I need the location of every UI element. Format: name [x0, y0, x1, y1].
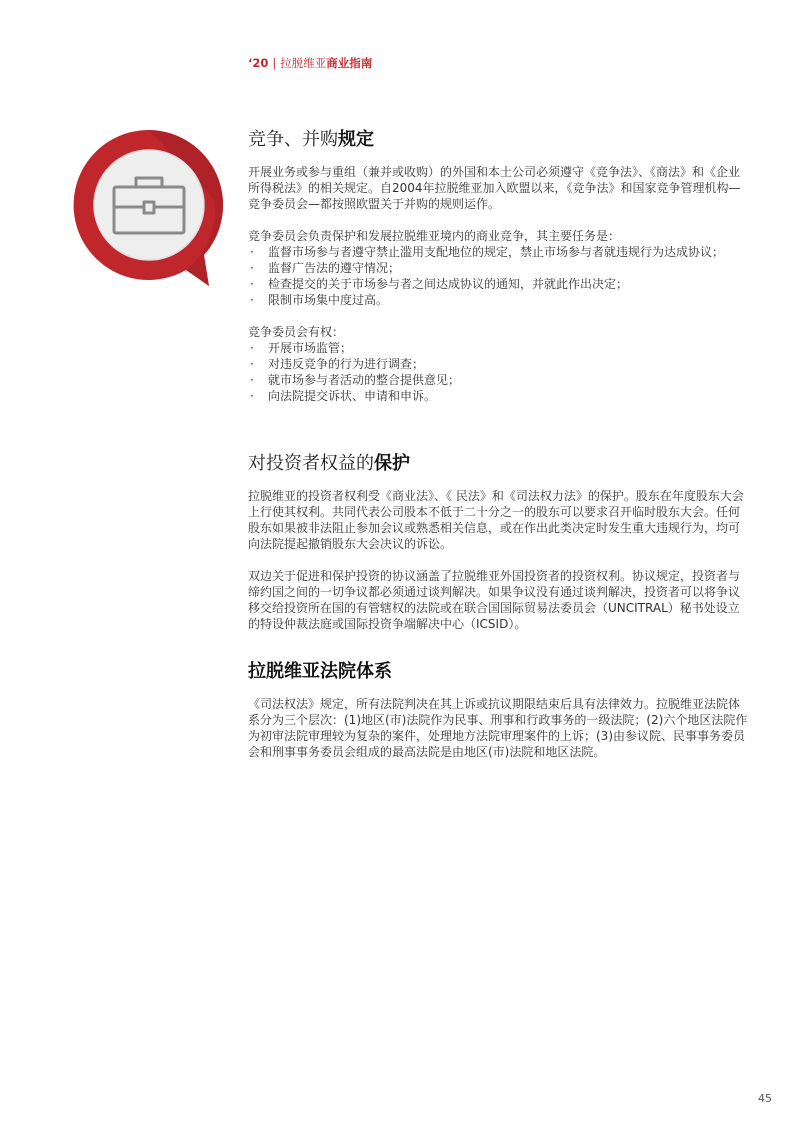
section-court-system	[248, 660, 748, 760]
list-item: · 对违反竞争的行为进行调查；	[250, 357, 425, 371]
section-title-competition: 竞争、并购规定	[248, 129, 374, 150]
list-item: · 监督市场参与者遵守禁止滥用支配地位的规定，禁止市场参与者就违规行为达成协议；	[250, 245, 725, 259]
header-guide: 商业指南	[326, 56, 373, 70]
page-number: 45	[758, 1092, 772, 1105]
investor-rights-paragraph: 拉脱维亚的投资者权利受《商业法》、《 民法》和《司法权力法》的保护。股东在年度股东大会上行使其权利。共同代表公司股本不低于二十分之一的股东可以要求召开临时股东大会。任何股东如果被非法阻止参加会议或熟悉相关信息，或在作出此类决定时发生重大违规行为，均可向法院提起撤销股东大会决议的诉讼。	[248, 489, 744, 551]
competition-powers-intro: 竞争委员会有权：	[248, 325, 345, 339]
list-item: · 限制市场集中度过高。	[250, 293, 389, 307]
header-number: ‘20	[248, 56, 269, 70]
section-badge	[64, 120, 234, 290]
section-title-investor-protection: 对投资者权益的保护	[248, 453, 410, 474]
bilateral-agreements-paragraph: 双边关于促进和保护投资的协议涵盖了拉脱维亚外国投资者的投资权利。协议规定，投资者与缔约国之间的一切争议都必须通过谈判解决。如果争议没有通过谈判解决，投资者可以将争议移交给投资所在国的有管辖权的法院或在联合国国际贸易法委员会（UNCITRAL）秘书处设立的特设仲裁法庭或国际投资争端解决中心（ICSID）。	[248, 569, 741, 631]
list-item: · 检查提交的关于市场参与者之间达成协议的通知，并就此作出决定；	[250, 277, 629, 291]
section-investor-protection	[248, 452, 748, 632]
list-item: · 向法院提交诉状、申请和申诉。	[250, 389, 437, 403]
court-system-paragraph: 《司法权法》规定，所有法院判决在其上诉或抗议期限结束后具有法律效力。拉脱维亚法院体系分为三个层次：(1)地区(市)法院作为民事、刑事和行政事务的一级法院；(2)六个地区法院作为初审法院审理较为复杂的案件，处理地方法院审理案件的上诉；(3)由参议院、民事事务委员会和刑事事务委员会组成的最高法院是由地区(市)法院和地区法院。	[248, 697, 748, 759]
list-item: · 监督广告法的遵守情况；	[250, 261, 401, 275]
competition-tasks-intro: 竞争委员会负责保护和发展拉脱维亚境内的商业竞争，其主要任务是：	[248, 229, 621, 243]
competition-intro-paragraph: 开展业务或参与重组（兼并或收购）的外国和本土公司必须遵守《竞争法》、《商法》和《企业所得税法》的相关规定。自2004年拉脱维亚加入欧盟以来，《竞争法》和国家竞争管理机构—竞争委员会—都按照欧盟关于并购的规则运作。	[248, 165, 741, 211]
header-country: 拉脱维亚	[280, 56, 327, 70]
list-item: · 就市场参与者活动的整合提供意见；	[250, 373, 461, 387]
section-title-court-system: 拉脱维亚法院体系	[248, 661, 392, 682]
competition-powers-list	[248, 340, 748, 404]
section-competition	[248, 128, 748, 404]
header-separator: |	[272, 56, 277, 70]
running-header	[248, 55, 372, 71]
list-item: · 开展市场监管；	[250, 341, 353, 355]
competition-tasks-list	[248, 244, 748, 308]
